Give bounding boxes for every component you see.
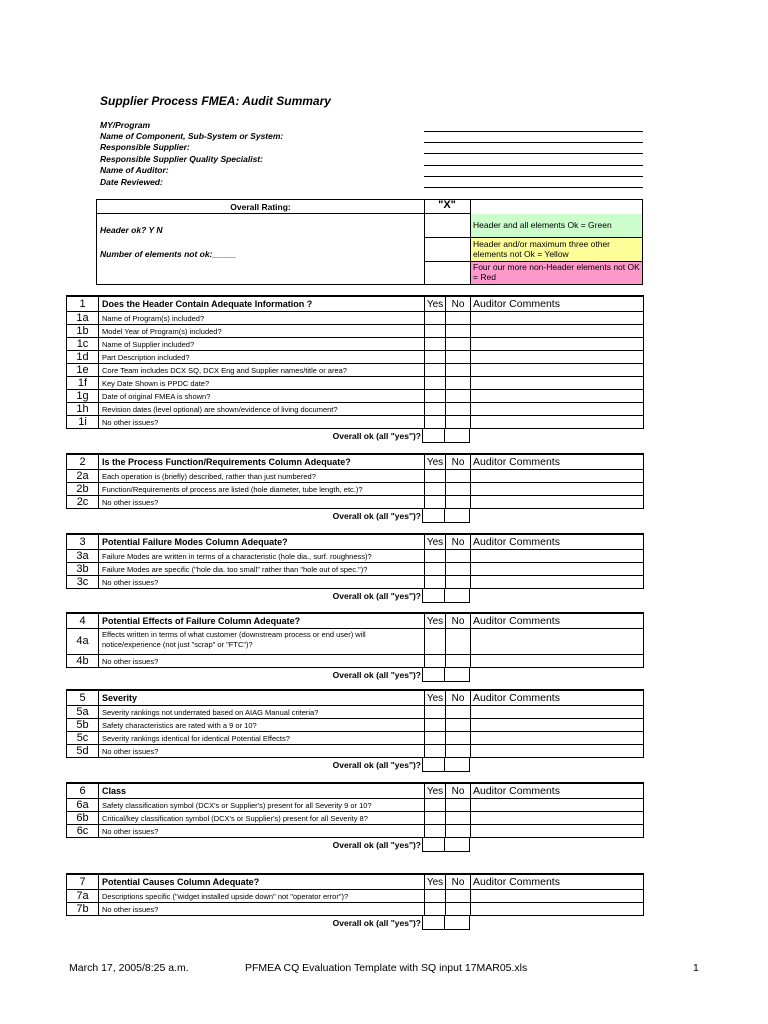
field-line-date-reviewed[interactable]	[424, 187, 643, 188]
checklist-row	[67, 325, 644, 338]
section-header-row	[67, 690, 644, 706]
field-line-quality-specialist[interactable]	[424, 165, 643, 166]
item-question: Name of Supplier included?	[99, 338, 425, 351]
section-header-row	[67, 613, 644, 629]
no-cell[interactable]	[446, 338, 471, 351]
checklist-row	[67, 470, 644, 483]
no-cell[interactable]	[446, 563, 471, 576]
yes-cell[interactable]	[425, 812, 446, 825]
checklist-row	[67, 706, 644, 719]
item-question: No other issues?	[99, 576, 425, 589]
no-column-header: No	[446, 613, 471, 629]
section-title: Potential Causes Column Adequate?	[99, 874, 425, 890]
no-cell[interactable]	[446, 325, 471, 338]
checklist-row	[67, 364, 644, 377]
item-question: Core Team includes DCX SQ, DCX Eng and Supplier names/title or area?	[99, 364, 425, 377]
overall-ok-label: Overall ok (all "yes")?	[332, 918, 421, 928]
yes-cell[interactable]	[425, 890, 446, 903]
checklist-row	[67, 483, 644, 496]
rating-green-mark-cell[interactable]	[425, 214, 470, 237]
no-cell[interactable]	[446, 629, 471, 655]
section-header-row	[67, 874, 644, 890]
overall-ok-label: Overall ok (all "yes")?	[332, 760, 421, 770]
section-number: 2	[67, 454, 99, 470]
field-line-auditor[interactable]	[424, 176, 643, 177]
item-question: Failure Modes are written in terms of a characteristic (hole dia., surf. roughness)?	[99, 550, 425, 563]
item-question: Failure Modes are specific ("hole dia. too small" rather than "hole out of spec.")?	[99, 563, 425, 576]
auditor-comment-cell[interactable]	[471, 655, 644, 668]
document-title: Supplier Process FMEA: Audit Summary	[100, 94, 331, 108]
rating-red-legend: Four our more non-Header elements not OK = Red	[471, 262, 642, 284]
section-3	[66, 533, 643, 603]
yes-cell[interactable]	[425, 325, 446, 338]
checklist-row	[67, 825, 644, 838]
item-number: 6b	[67, 812, 99, 825]
overall-ok-label: Overall ok (all "yes")?	[332, 840, 421, 850]
section-number: 1	[67, 296, 99, 312]
section-number: 5	[67, 690, 99, 706]
checklist-row	[67, 563, 644, 576]
item-number: 3a	[67, 550, 99, 563]
section-header-row	[67, 534, 644, 550]
checklist-row	[67, 655, 644, 668]
item-question: Critical/key classification symbol (DCX's or Supplier's) present for all Severity 8?	[99, 812, 425, 825]
yes-cell[interactable]	[425, 351, 446, 364]
checklist-row	[67, 732, 644, 745]
yes-cell[interactable]	[425, 390, 446, 403]
item-number: 4b	[67, 655, 99, 668]
section-header-row	[67, 296, 644, 312]
item-question: Revision dates (level optional) are shown/evidence of living document?	[99, 403, 425, 416]
section-5	[66, 689, 643, 772]
no-column-header: No	[446, 783, 471, 799]
section-table	[66, 612, 644, 668]
item-number: 1h	[67, 403, 99, 416]
checklist-row	[67, 799, 644, 812]
section-4	[66, 612, 643, 682]
section-1	[66, 295, 643, 443]
overall-ok-row	[66, 668, 643, 682]
section-title: Potential Effects of Failure Column Adequate?	[99, 613, 425, 629]
no-cell[interactable]	[446, 351, 471, 364]
auditor-comment-cell[interactable]	[471, 629, 644, 655]
overall-no-cell[interactable]	[445, 838, 470, 852]
field-label-quality-specialist: Responsible Supplier Quality Specialist:	[100, 154, 263, 164]
checklist-row	[67, 351, 644, 364]
item-question: Descriptions specific ("widget installed upside down" not "operator error")?	[99, 890, 425, 903]
section-table	[66, 689, 644, 758]
checklist-row	[67, 312, 644, 325]
item-number: 5d	[67, 745, 99, 758]
yes-cell[interactable]	[425, 706, 446, 719]
yes-cell[interactable]	[425, 312, 446, 325]
no-cell[interactable]	[446, 745, 471, 758]
auditor-comments-header: Auditor Comments	[471, 534, 644, 550]
yes-column-header: Yes	[425, 783, 446, 799]
no-cell[interactable]	[446, 825, 471, 838]
no-cell[interactable]	[446, 576, 471, 589]
item-number: 4a	[67, 629, 99, 655]
item-question: No other issues?	[99, 655, 425, 668]
auditor-comment-cell[interactable]	[471, 706, 644, 719]
no-cell[interactable]	[446, 550, 471, 563]
item-number: 1c	[67, 338, 99, 351]
item-number: 7a	[67, 890, 99, 903]
yes-cell[interactable]	[425, 496, 446, 509]
auditor-comment-cell[interactable]	[471, 470, 644, 483]
no-cell[interactable]	[446, 812, 471, 825]
yes-cell[interactable]	[425, 576, 446, 589]
auditor-comments-header: Auditor Comments	[471, 690, 644, 706]
checklist-row	[67, 576, 644, 589]
no-cell[interactable]	[446, 403, 471, 416]
auditor-comments-header: Auditor Comments	[471, 783, 644, 799]
item-number: 2c	[67, 496, 99, 509]
field-label-program: MY/Program	[100, 120, 151, 130]
section-title: Is the Process Function/Requirements Column Adequate?	[99, 454, 425, 470]
item-question: Model Year of Program(s) included?	[99, 325, 425, 338]
yes-column-header: Yes	[425, 534, 446, 550]
section-table	[66, 533, 644, 589]
no-cell[interactable]	[446, 496, 471, 509]
item-question: Each operation is (briefly) described, rather than just numbered?	[99, 470, 425, 483]
no-cell[interactable]	[446, 903, 471, 916]
item-question: Safety classification symbol (DCX's or Supplier's) present for all Severity 9 or 10?	[99, 799, 425, 812]
item-question: Effects written in terms of what customer (downstream process or end user) will notice/experience (not just "scrap" or "FTC")?	[99, 629, 425, 655]
auditor-comment-cell[interactable]	[471, 416, 644, 429]
header-ok-label: Header ok? Y N	[100, 225, 163, 235]
no-column-header: No	[446, 874, 471, 890]
rating-divider-mark2	[425, 261, 470, 262]
field-label-auditor: Name of Auditor:	[100, 165, 169, 175]
auditor-comment-cell[interactable]	[471, 563, 644, 576]
item-question: Date of original FMEA is shown?	[99, 390, 425, 403]
section-title: Does the Header Contain Adequate Information ?	[99, 296, 425, 312]
section-number: 6	[67, 783, 99, 799]
no-cell[interactable]	[446, 799, 471, 812]
yes-column-header: Yes	[425, 690, 446, 706]
item-question: Safety characteristics are rated with a 9 or 10?	[99, 719, 425, 732]
no-cell[interactable]	[446, 416, 471, 429]
auditor-comment-cell[interactable]	[471, 403, 644, 416]
overall-ok-row	[66, 758, 643, 772]
item-question: No other issues?	[99, 903, 425, 916]
section-table	[66, 873, 644, 916]
item-number: 5c	[67, 732, 99, 745]
auditor-comment-cell[interactable]	[471, 496, 644, 509]
yes-column-header: Yes	[425, 296, 446, 312]
yes-cell[interactable]	[425, 719, 446, 732]
item-number: 7b	[67, 903, 99, 916]
overall-no-cell[interactable]	[445, 429, 470, 443]
section-2	[66, 453, 643, 523]
item-number: 5a	[67, 706, 99, 719]
item-number: 6c	[67, 825, 99, 838]
item-number: 1e	[67, 364, 99, 377]
item-number: 1f	[67, 377, 99, 390]
auditor-comment-cell[interactable]	[471, 732, 644, 745]
overall-no-cell[interactable]	[445, 509, 470, 523]
rating-divider-v1	[424, 200, 425, 284]
field-label-component: Name of Component, Sub-System or System:	[100, 131, 284, 141]
section-number: 4	[67, 613, 99, 629]
field-label-date-reviewed: Date Reviewed:	[100, 177, 163, 187]
yes-cell[interactable]	[425, 377, 446, 390]
overall-ok-label: Overall ok (all "yes")?	[332, 670, 421, 680]
item-number: 1d	[67, 351, 99, 364]
checklist-row	[67, 745, 644, 758]
overall-spacer	[470, 916, 643, 930]
overall-ok-row	[66, 589, 643, 603]
rating-green-legend: Header and all elements Ok = Green	[471, 214, 642, 237]
checklist-row	[67, 416, 644, 429]
no-cell[interactable]	[446, 732, 471, 745]
item-number: 6a	[67, 799, 99, 812]
yes-cell[interactable]	[425, 745, 446, 758]
no-column-header: No	[446, 454, 471, 470]
auditor-comment-cell[interactable]	[471, 325, 644, 338]
section-header-row	[67, 783, 644, 799]
elements-not-ok-label: Number of elements not ok:_____	[100, 249, 237, 259]
item-number: 2a	[67, 470, 99, 483]
checklist-row	[67, 550, 644, 563]
auditor-comments-header: Auditor Comments	[471, 296, 644, 312]
footer-filename: PFMEA CQ Evaluation Template with SQ input 17MAR05.xls	[245, 962, 528, 974]
yes-cell[interactable]	[425, 416, 446, 429]
rating-yellow-legend: Header and/or maximum three other elements not Ok = Yellow	[471, 238, 642, 261]
overall-spacer	[470, 429, 643, 443]
rating-divider	[97, 213, 471, 214]
checklist-row	[67, 338, 644, 351]
no-cell[interactable]	[446, 483, 471, 496]
field-line-supplier[interactable]	[424, 153, 643, 154]
no-cell[interactable]	[446, 719, 471, 732]
checklist-row	[67, 629, 644, 655]
item-question: Severity rankings not underrated based on AIAG Manual criteria?	[99, 706, 425, 719]
checklist-row	[67, 719, 644, 732]
auditor-comment-cell[interactable]	[471, 390, 644, 403]
auditor-comment-cell[interactable]	[471, 550, 644, 563]
no-cell[interactable]	[446, 655, 471, 668]
overall-yes-cell[interactable]	[422, 916, 445, 930]
yes-cell[interactable]	[425, 403, 446, 416]
no-column-header: No	[446, 534, 471, 550]
yes-cell[interactable]	[425, 364, 446, 377]
overall-ok-row	[66, 509, 643, 523]
yes-cell[interactable]	[425, 825, 446, 838]
item-number: 3b	[67, 563, 99, 576]
yes-column-header: Yes	[425, 874, 446, 890]
no-cell[interactable]	[446, 312, 471, 325]
yes-cell[interactable]	[425, 550, 446, 563]
overall-spacer	[470, 589, 643, 603]
section-table	[66, 782, 644, 838]
auditor-comments-header: Auditor Comments	[471, 454, 644, 470]
item-question: Name of Program(s) included?	[99, 312, 425, 325]
overall-ok-label: Overall ok (all "yes")?	[332, 511, 421, 521]
no-cell[interactable]	[446, 470, 471, 483]
overall-yes-cell[interactable]	[422, 668, 445, 682]
item-question: No other issues?	[99, 825, 425, 838]
overall-rating-box	[96, 199, 643, 285]
item-question: Function/Requirements of process are listed (hole diameter, tube length, etc.)?	[99, 483, 425, 496]
overall-spacer	[470, 838, 643, 852]
section-title: Class	[99, 783, 425, 799]
field-line-component[interactable]	[424, 142, 643, 143]
item-number: 1b	[67, 325, 99, 338]
section-number: 3	[67, 534, 99, 550]
footer-date: March 17, 2005/8:25 a.m.	[69, 962, 189, 974]
item-number: 2b	[67, 483, 99, 496]
yes-cell[interactable]	[425, 563, 446, 576]
field-label-supplier: Responsible Supplier:	[100, 142, 190, 152]
yes-column-header: Yes	[425, 454, 446, 470]
auditor-comment-cell[interactable]	[471, 719, 644, 732]
rating-divider-mark1	[425, 237, 470, 238]
section-table	[66, 453, 644, 509]
yes-cell[interactable]	[425, 903, 446, 916]
footer-page-number: 1	[693, 962, 699, 974]
no-cell[interactable]	[446, 364, 471, 377]
overall-yes-cell[interactable]	[422, 589, 445, 603]
no-cell[interactable]	[446, 890, 471, 903]
auditor-comment-cell[interactable]	[471, 364, 644, 377]
yes-cell[interactable]	[425, 799, 446, 812]
no-cell[interactable]	[446, 390, 471, 403]
auditor-comment-cell[interactable]	[471, 576, 644, 589]
checklist-row	[67, 377, 644, 390]
section-title: Potential Failure Modes Column Adequate?	[99, 534, 425, 550]
yes-cell[interactable]	[425, 655, 446, 668]
yes-cell[interactable]	[425, 483, 446, 496]
auditor-comment-cell[interactable]	[471, 903, 644, 916]
item-number: 1a	[67, 312, 99, 325]
rating-mark-header: "X"	[438, 199, 456, 211]
item-number: 1g	[67, 390, 99, 403]
item-number: 1i	[67, 416, 99, 429]
overall-spacer	[470, 509, 643, 523]
auditor-comment-cell[interactable]	[471, 483, 644, 496]
auditor-comment-cell[interactable]	[471, 377, 644, 390]
yes-column-header: Yes	[425, 613, 446, 629]
overall-spacer	[470, 758, 643, 772]
overall-no-cell[interactable]	[445, 589, 470, 603]
yes-cell[interactable]	[425, 732, 446, 745]
overall-no-cell[interactable]	[445, 668, 470, 682]
checklist-row	[67, 890, 644, 903]
item-question: Part Description included?	[99, 351, 425, 364]
checklist-row	[67, 812, 644, 825]
overall-rating-label: Overall Rating:	[230, 202, 291, 212]
section-number: 7	[67, 874, 99, 890]
auditor-comment-cell[interactable]	[471, 338, 644, 351]
overall-ok-row	[66, 429, 643, 443]
item-question: No other issues?	[99, 745, 425, 758]
field-line-program[interactable]	[424, 131, 643, 132]
auditor-comments-header: Auditor Comments	[471, 613, 644, 629]
section-header-row	[67, 454, 644, 470]
checklist-row	[67, 390, 644, 403]
item-question: Key Date Shown is PPDC date?	[99, 377, 425, 390]
item-question: Severity rankings identical for identical Potential Effects?	[99, 732, 425, 745]
overall-spacer	[470, 668, 643, 682]
no-cell[interactable]	[446, 377, 471, 390]
auditor-comment-cell[interactable]	[471, 312, 644, 325]
section-6	[66, 782, 643, 852]
overall-ok-row	[66, 916, 643, 930]
item-number: 5b	[67, 719, 99, 732]
auditor-comments-header: Auditor Comments	[471, 874, 644, 890]
checklist-row	[67, 496, 644, 509]
overall-ok-label: Overall ok (all "yes")?	[332, 591, 421, 601]
checklist-row	[67, 903, 644, 916]
section-title: Severity	[99, 690, 425, 706]
no-cell[interactable]	[446, 706, 471, 719]
no-column-header: No	[446, 296, 471, 312]
item-question: No other issues?	[99, 416, 425, 429]
overall-yes-cell[interactable]	[422, 509, 445, 523]
item-number: 3c	[67, 576, 99, 589]
auditor-comment-cell[interactable]	[471, 890, 644, 903]
section-table	[66, 295, 644, 429]
item-question: No other issues?	[99, 496, 425, 509]
overall-yes-cell[interactable]	[422, 838, 445, 852]
checklist-row	[67, 403, 644, 416]
overall-no-cell[interactable]	[445, 916, 470, 930]
overall-yes-cell[interactable]	[422, 429, 445, 443]
section-7	[66, 873, 643, 930]
auditor-comment-cell[interactable]	[471, 825, 644, 838]
auditor-comment-cell[interactable]	[471, 351, 644, 364]
yes-cell[interactable]	[425, 629, 446, 655]
auditor-comment-cell[interactable]	[471, 812, 644, 825]
yes-cell[interactable]	[425, 470, 446, 483]
overall-yes-cell[interactable]	[422, 758, 445, 772]
auditor-comment-cell[interactable]	[471, 745, 644, 758]
auditor-comment-cell[interactable]	[471, 799, 644, 812]
overall-ok-row	[66, 838, 643, 852]
overall-no-cell[interactable]	[445, 758, 470, 772]
overall-ok-label: Overall ok (all "yes")?	[332, 431, 421, 441]
yes-cell[interactable]	[425, 338, 446, 351]
no-column-header: No	[446, 690, 471, 706]
